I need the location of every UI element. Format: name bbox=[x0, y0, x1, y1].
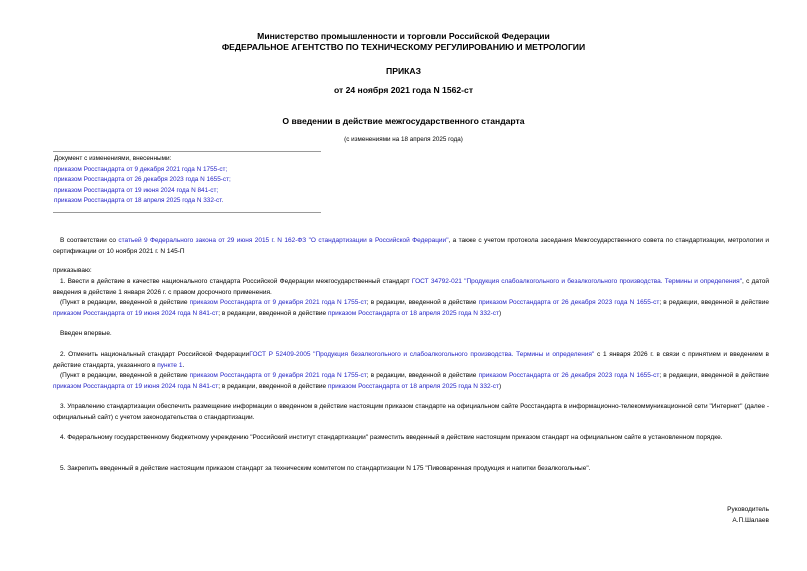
paragraph-3: 3. Управлению стандартизации обеспечить размещение информации о введенном в действие настоящим приказом стандарте на официальном сайте Росстандарта в информационно-телекоммуникационной сети "Интернет" (далее - официальный сайт) с учетом законодательства о стандартизации. bbox=[53, 403, 769, 421]
ministry-name: Министерство промышленности и торговли Российской Федерации bbox=[257, 31, 550, 41]
modification-link-3[interactable]: приказом Росстандарта от 19 июня 2024 года N 841-ст; bbox=[54, 186, 219, 194]
signature-name: А.П.Шалаев bbox=[732, 517, 769, 524]
paragraph-5: 5. Закрепить введенный в действие настоящим приказом стандарт за техническим комитетом по стандартизации N 175 "Пивоваренная продукция и напитки безалкогольные". bbox=[60, 465, 591, 472]
edit-note-2: (Пункт в редакции, введенной в действие приказом Росстандарта от 9 декабря 2021 года N 1755-ст; в редакции, введенной в действие приказом Росстандарта от 26 декабря 2023 года N 1655-ст; в редакции, введенной в действие приказом Росстандарта от 19 июня 2024 года N 841-ст; в редакции, введенной в действие приказом Росстандарта от 18 апреля 2025 года N 332-ст) bbox=[53, 372, 769, 390]
law-link[interactable]: статьей 9 Федерального закона от 29 июня 2015 г. N 162-ФЗ "О стандартизации в Российской Федерации" bbox=[118, 237, 449, 244]
edit-link-1655[interactable]: приказом Росстандарта от 26 декабря 2023 года N 1655-ст bbox=[478, 299, 660, 306]
edit-link-1755[interactable]: приказом Росстандарта от 9 декабря 2021 года N 1755-ст bbox=[189, 299, 367, 306]
paragraph-1: 1. Ввести в действие в качестве национального стандарта Российской Федерации межгосударственный стандарт ГОСТ 34792-021 "Продукция слабоалкогольного и безалкогольного производства. Термины и определения", с датой введения в действие 1 января 2026 г. с правом досрочного применения. bbox=[53, 278, 770, 296]
order-word: приказываю: bbox=[53, 267, 92, 274]
divider-top bbox=[53, 151, 321, 152]
document-date-number: от 24 ноября 2021 года N 1562-ст bbox=[333, 85, 474, 95]
edit-link-332-b[interactable]: приказом Росстандарта от 18 апреля 2025 года N 332-ст bbox=[327, 382, 500, 390]
modification-link-2[interactable]: приказом Росстандарта от 26 декабря 2023 года N 1655-ст; bbox=[54, 176, 231, 184]
edit-link-1655-b[interactable]: приказом Росстандарта от 26 декабря 2023 года N 1655-ст bbox=[478, 372, 660, 379]
modifications-heading: Документ с изменениями, внесенными: bbox=[54, 155, 172, 162]
agency-name: ФЕДЕРАЛЬНОЕ АГЕНТСТВО ПО ТЕХНИЧЕСКОМУ РЕГУЛИРОВАНИЮ И МЕТРОЛОГИИ bbox=[221, 42, 586, 52]
point-1-link[interactable]: пункте 1 bbox=[157, 361, 183, 369]
first-time-note: Введен впервые. bbox=[60, 330, 112, 337]
paragraph-4: 4. Федеральному государственному бюджетному учреждению "Российский институт стандартизации" разместить введенный в действие настоящим приказом стандарт на официальном сайте в установленном порядке. bbox=[60, 434, 723, 441]
divider-bottom bbox=[53, 212, 321, 213]
modifications-block bbox=[54, 154, 354, 207]
document-type: ПРИКАЗ bbox=[386, 66, 421, 76]
edit-link-332[interactable]: приказом Росстандарта от 18 апреля 2025 года N 332-ст bbox=[327, 309, 500, 317]
edit-link-1755-b[interactable]: приказом Росстандарта от 9 декабря 2021 года N 1755-ст bbox=[189, 372, 367, 379]
edit-link-841-b[interactable]: приказом Росстандарта от 19 июня 2024 года N 841-ст bbox=[53, 382, 219, 390]
intro-paragraph: В соответствии со статьей 9 Федерального закона от 29 июня 2015 г. N 162-ФЗ "О стандартизации в Российской Федерации", а также с учетом протокола заседания Межгосударственного совета по стандартизации, метрологии и сертификации от 10 ноября 2021 г. N 145-П bbox=[53, 237, 769, 255]
edit-link-841[interactable]: приказом Росстандарта от 19 июня 2024 года N 841-ст bbox=[53, 309, 219, 317]
document-title: О введении в действие межгосударственного стандарта bbox=[282, 116, 525, 126]
paragraph-2: 2. Отменить национальный стандарт Российской ФедерацииГОСТ Р 52409-2005 "Продукция безалкогольного и слабоалкогольного производства. Термины и определения" с 1 января 2026 г. в связи с принятием и введением в действие стандарта, указанного в пункте 1. bbox=[53, 351, 769, 369]
signature-role: Руководитель bbox=[727, 506, 769, 513]
standard-link-gost-52409[interactable]: ГОСТ Р 52409-2005 "Продукция безалкогольного и слабоалкогольного производства. Термины и определения" bbox=[249, 351, 595, 358]
revision-note: (с изменениями на 18 апреля 2025 года) bbox=[344, 136, 463, 143]
standard-link-gost-34792[interactable]: ГОСТ 34792-021 "Продукция слабоалкогольного и безалкогольного производства. Термины и определения" bbox=[411, 278, 743, 285]
modification-link-4[interactable]: приказом Росстандарта от 18 апреля 2025 года N 332-ст. bbox=[54, 197, 224, 205]
edit-note-1: (Пункт в редакции, введенной в действие приказом Росстандарта от 9 декабря 2021 года N 1755-ст; в редакции, введенной в действие приказом Росстандарта от 26 декабря 2023 года N 1655-ст; в редакции, введенной в действие приказом Росстандарта от 19 июня 2024 года N 841-ст; в редакции, введенной в действие приказом Росстандарта от 18 апреля 2025 года N 332-ст) bbox=[53, 299, 769, 317]
modification-link-1[interactable]: приказом Росстандарта от 9 декабря 2021 года N 1755-ст; bbox=[54, 165, 228, 173]
